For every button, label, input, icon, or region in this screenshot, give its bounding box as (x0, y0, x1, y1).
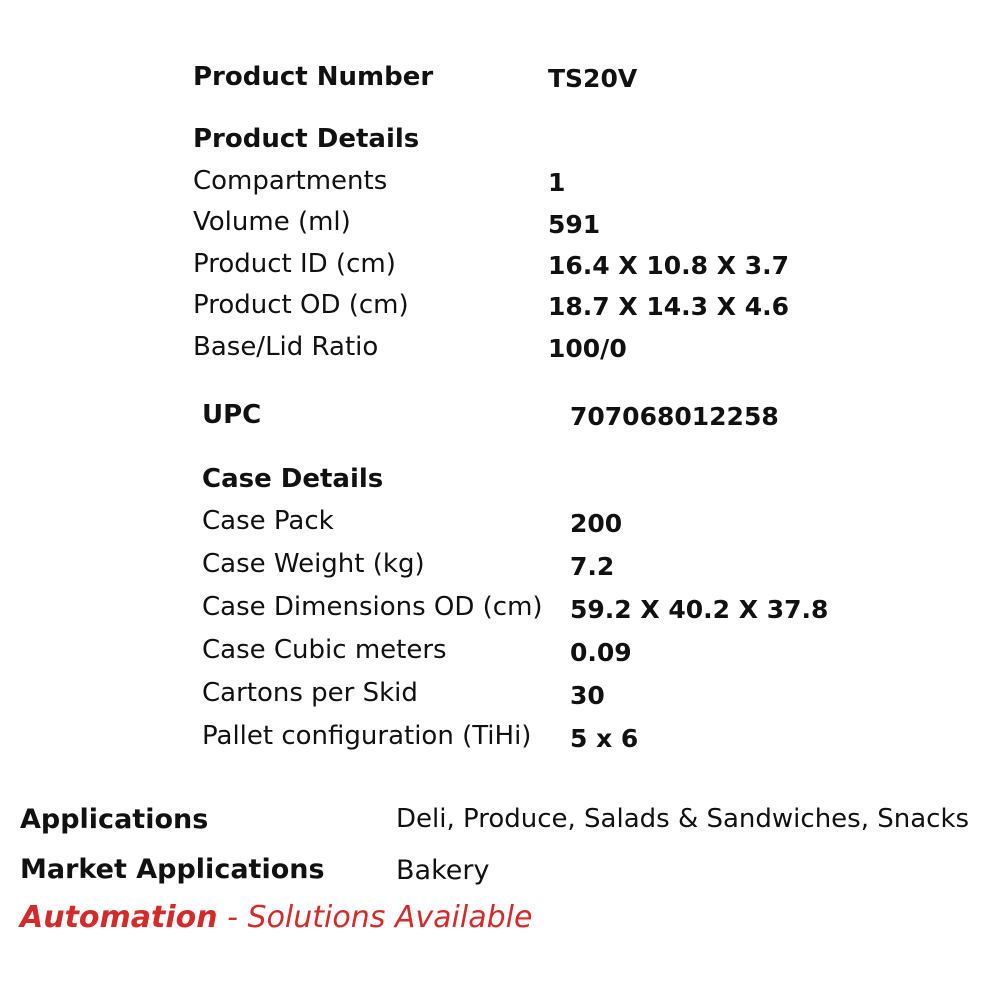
compartments-label: Compartments (193, 166, 388, 196)
pallet-configuration-label: Pallet configuration (TiHi) (202, 721, 532, 751)
pallet-configuration-value: 5 x 6 (570, 724, 639, 753)
case-weight-label: Case Weight (kg) (202, 549, 425, 579)
market-applications-value: Bakery (396, 855, 490, 886)
product-od-label: Product OD (cm) (193, 290, 409, 320)
automation-word: Automation (20, 900, 218, 935)
case-dimensions-label: Case Dimensions OD (cm) (202, 592, 543, 622)
applications-value: Deli, Produce, Salads & Sandwiches, Snacks (396, 804, 970, 834)
product-number-label: Product Number (193, 62, 434, 92)
case-details-heading: Case Details (202, 464, 384, 494)
base-lid-ratio-value: 100/0 (548, 334, 627, 363)
case-dimensions-value: 59.2 X 40.2 X 37.8 (570, 595, 829, 624)
product-id-label: Product ID (cm) (193, 249, 396, 279)
product-id-value: 16.4 X 10.8 X 3.7 (548, 251, 790, 280)
product-od-value: 18.7 X 14.3 X 4.6 (548, 292, 790, 321)
automation-line (20, 900, 532, 935)
case-weight-value: 7.2 (570, 552, 615, 581)
case-cubic-value: 0.09 (570, 638, 632, 667)
market-applications-label: Market Applications (20, 854, 325, 885)
base-lid-ratio-label: Base/Lid Ratio (193, 332, 379, 362)
product-details-heading: Product Details (193, 124, 420, 154)
upc-value: 707068012258 (570, 402, 779, 431)
compartments-value: 1 (548, 168, 566, 197)
case-pack-label: Case Pack (202, 506, 334, 536)
volume-value: 591 (548, 210, 601, 239)
automation-rest: - Solutions Available (217, 900, 533, 935)
cartons-per-skid-value: 30 (570, 681, 605, 710)
cartons-per-skid-label: Cartons per Skid (202, 678, 418, 708)
product-number-value: TS20V (548, 64, 638, 93)
case-pack-value: 200 (570, 509, 623, 538)
volume-label: Volume (ml) (193, 207, 351, 237)
applications-label: Applications (20, 804, 209, 835)
case-cubic-label: Case Cubic meters (202, 635, 447, 665)
upc-label: UPC (202, 400, 262, 430)
